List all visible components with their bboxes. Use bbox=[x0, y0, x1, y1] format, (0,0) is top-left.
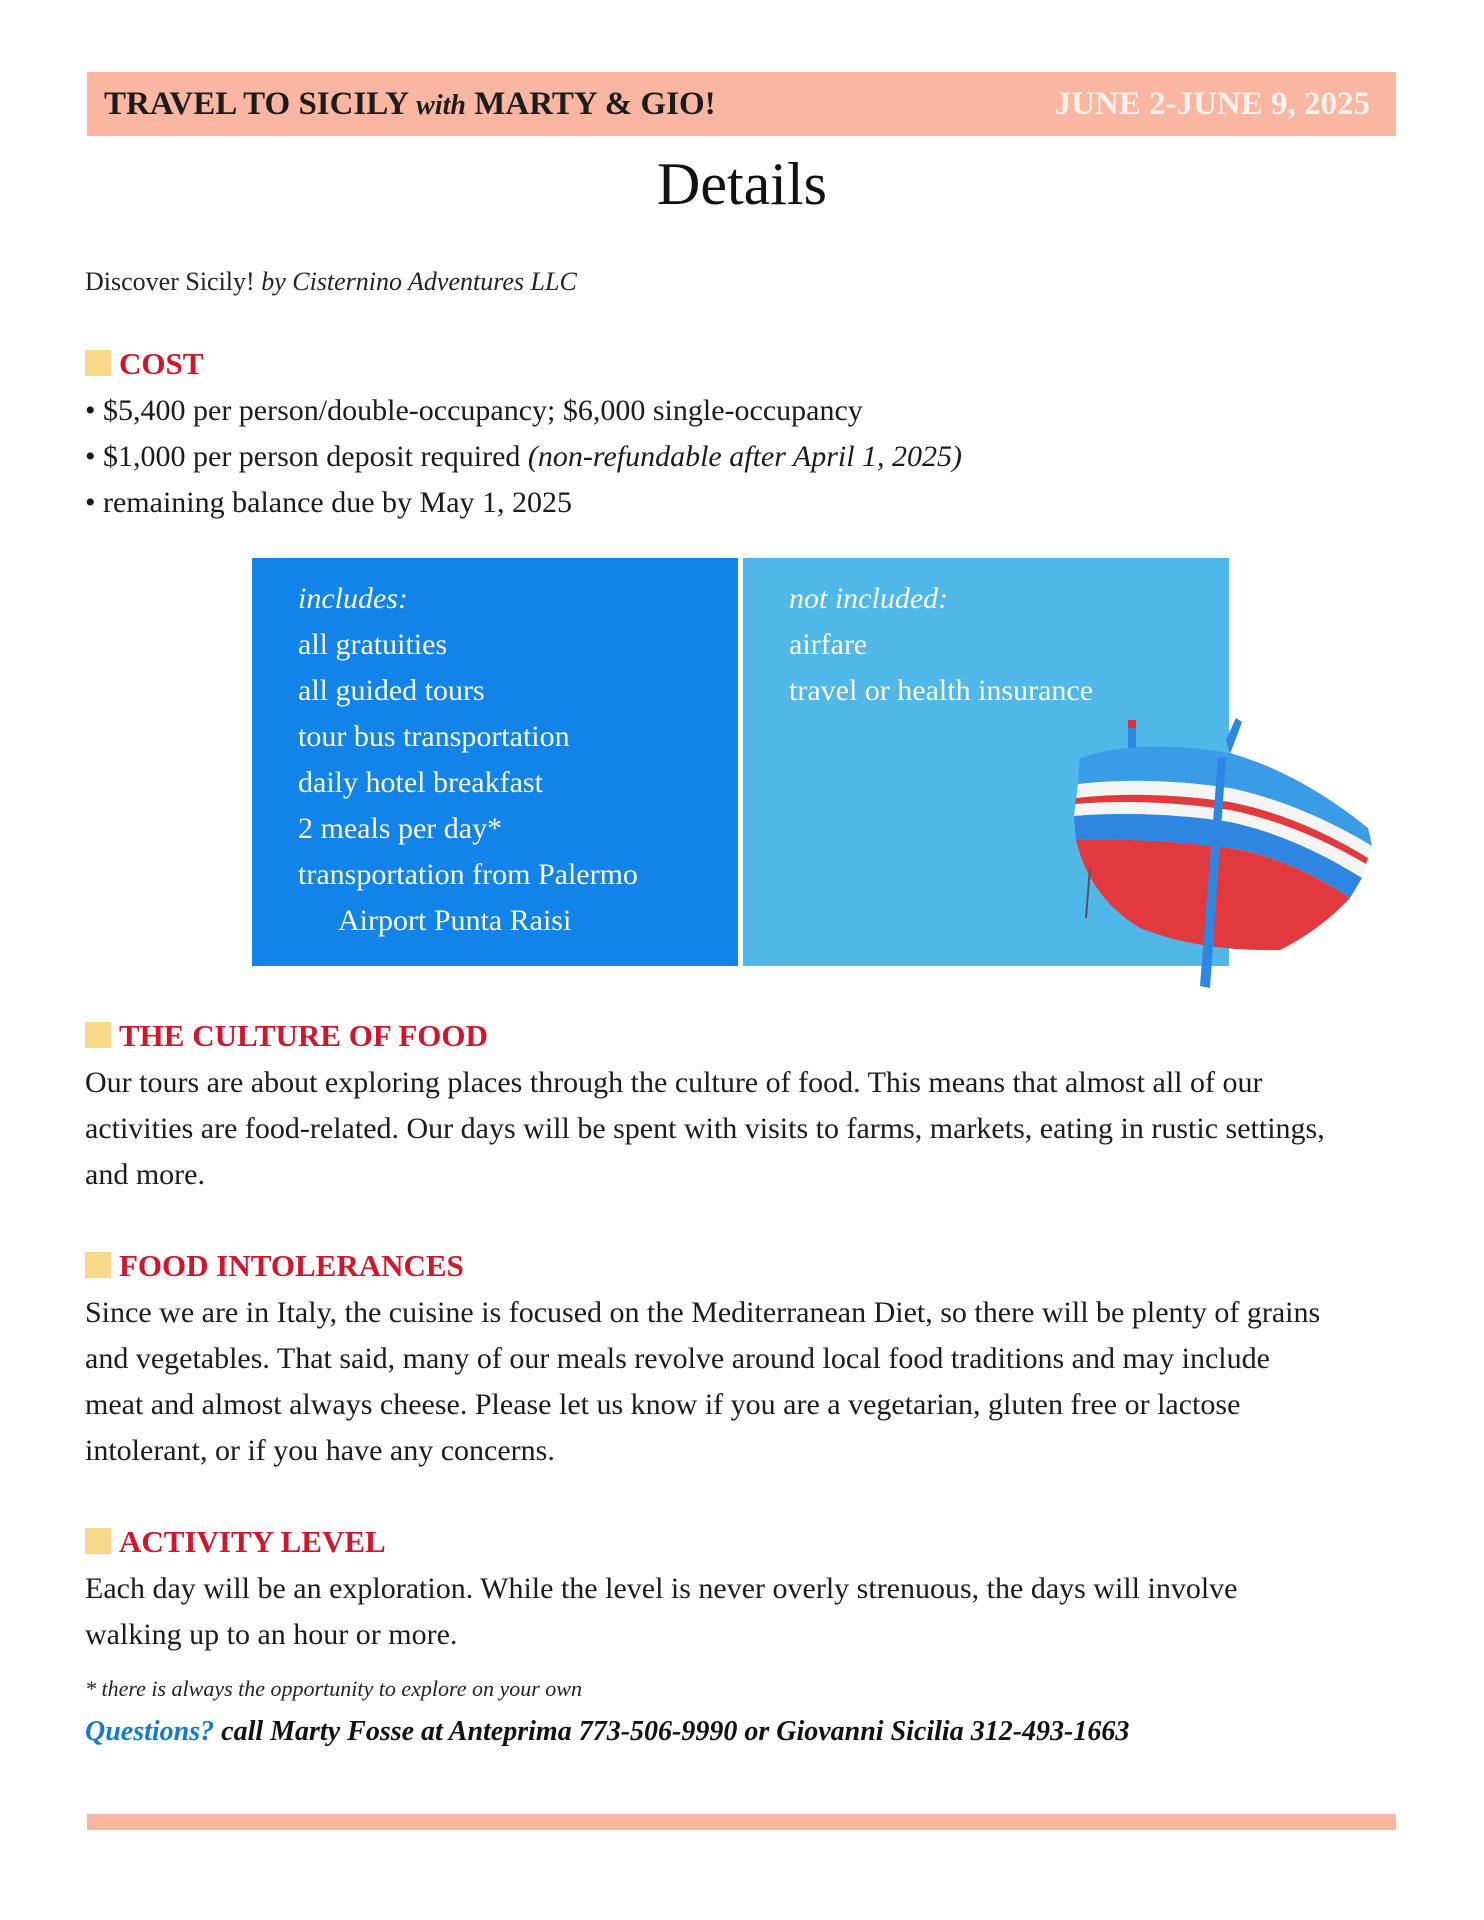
list-item: 2 meals per day* bbox=[298, 812, 503, 845]
list-item: airfare bbox=[789, 628, 868, 661]
banner-title-part2: MARTY & GIO! bbox=[474, 86, 716, 122]
activity-heading bbox=[85, 1524, 386, 1560]
boat-illustration bbox=[1050, 718, 1386, 990]
list-item: transportation from Palermo bbox=[298, 858, 638, 891]
intolerances-heading-text: FOOD INTOLERANCES bbox=[119, 1248, 464, 1283]
intolerances-heading bbox=[85, 1248, 464, 1284]
square-bullet-icon bbox=[85, 350, 111, 376]
list-item: all guided tours bbox=[298, 674, 485, 707]
questions-label: Questions? bbox=[85, 1716, 215, 1747]
banner-title bbox=[104, 72, 716, 136]
cost-bullet-deposit-text: • $1,000 per person deposit required bbox=[85, 440, 521, 473]
square-bullet-icon bbox=[85, 1022, 111, 1048]
cost-heading-text: COST bbox=[119, 346, 204, 381]
cost-heading bbox=[85, 346, 203, 382]
banner-title-with: with bbox=[416, 90, 466, 121]
culture-heading-text: THE CULTURE OF FOOD bbox=[119, 1018, 488, 1053]
cost-bullet-deposit bbox=[85, 434, 962, 480]
not-included-label: not included: bbox=[789, 582, 949, 615]
activity-body: Each day will be an exploration. While the level is never overly strenuous, the days will involve walking up to an hour or more. bbox=[85, 1572, 1238, 1651]
list-item: tour bus transportation bbox=[298, 720, 570, 753]
footnote: * there is always the opportunity to explore on your own bbox=[85, 1676, 582, 1701]
banner-dates: JUNE 2-JUNE 9, 2025 bbox=[1054, 86, 1370, 122]
intro-line bbox=[85, 266, 577, 298]
includes-box bbox=[252, 558, 738, 966]
contact-text: call Marty Fosse at Anteprima 773-506-9990 or Giovanni Sicilia 312-493-1663 bbox=[221, 1716, 1130, 1747]
cost-bullet-price: • $5,400 per person/double-occupancy; $6,000 single-occupancy bbox=[85, 394, 863, 427]
activity-heading-text: ACTIVITY LEVEL bbox=[119, 1524, 386, 1559]
cost-bullet-balance: • remaining balance due by May 1, 2025 bbox=[85, 486, 573, 519]
culture-heading bbox=[85, 1018, 488, 1054]
cost-bullet-deposit-note: (non-refundable after April 1, 2025) bbox=[527, 440, 963, 473]
list-item: Airport Punta Raisi bbox=[338, 904, 572, 937]
intolerances-body: Since we are in Italy, the cuisine is focused on the Mediterranean Diet, so there will be plenty of grains and vegetables. That said, many of our meals revolve around local food traditions and may include meat and almost always cheese. Please let us know if you are a vegetarian, gluten free or lactose intolerant, or if you have any concerns. bbox=[85, 1296, 1321, 1467]
includes-list bbox=[298, 576, 638, 944]
intro-text: Discover Sicily! bbox=[85, 267, 255, 296]
cost-bullets bbox=[85, 388, 962, 526]
square-bullet-icon bbox=[85, 1528, 111, 1554]
contact-line bbox=[85, 1716, 1129, 1748]
list-item: travel or health insurance bbox=[789, 674, 1094, 707]
page-title: Details bbox=[657, 151, 827, 217]
header-banner bbox=[87, 72, 1396, 136]
banner-title-part1: TRAVEL TO SICILY bbox=[104, 86, 408, 122]
not-included-list bbox=[789, 576, 1093, 714]
list-item: daily hotel breakfast bbox=[298, 766, 543, 799]
intro-byline: by Cisternino Adventures LLC bbox=[261, 267, 577, 296]
square-bullet-icon bbox=[85, 1252, 111, 1278]
includes-label: includes: bbox=[298, 582, 408, 615]
culture-body: Our tours are about exploring places through the culture of food. This means that almost all of our activities are food-related. Our days will be spent with visits to farms, markets, eating in rustic settings, and more. bbox=[85, 1066, 1325, 1191]
list-item: all gratuities bbox=[298, 628, 448, 661]
bottom-bar bbox=[87, 1814, 1396, 1830]
